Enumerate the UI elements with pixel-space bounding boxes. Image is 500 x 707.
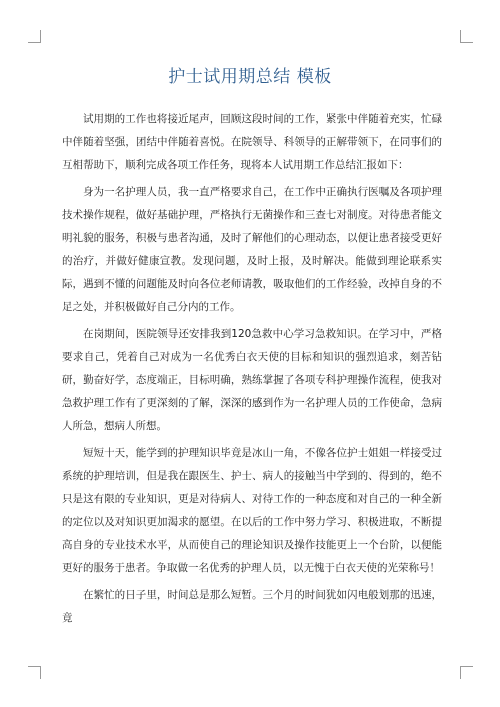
paragraph-closing: 在繁忙的日子里，时间总是那么短暂。三个月的时间犹如闪电般划那的迅速，竟	[62, 589, 442, 624]
paragraph-reflection: 短短十天，能学到的护理知识毕竟是冰山一角，不像各位护士姐姐一样接受过系统的护理培训，但是我在跟医生、护士、病人的接触当中学到的、得到的，绝不只是这有限的专业知识，更是对待病人、对待工作的一种态度和对自己的一种全新的定位以及对知识更加渴求的愿望。在以后的工作中努力学习、积极进取，不断提高自身的专业技术水平，从而使自己的理论知识及操作技能更上一个台阶，以便能更好的服务于患者。争取做一名优秀的护理人员，以无愧于白衣天使的光荣称号！	[62, 447, 442, 574]
document-title: 护士试用期总结 模板	[168, 67, 332, 87]
paragraph-emergency-training: 在岗期间，医院领导还安排我到120急救中心学习急救知识。在学习中，严格要求自己，凭着自己对成为一名优秀白衣天使的目标和知识的强烈追求，刻苦钻研，勤奋好学，态度端正，目标明确，熟练掌握了各项专科护理操作流程，使我对急救护理工作有了更深刻的了解，深深的感到作为一名护理人员的工作使命，急病人所急，想病人所想。	[62, 328, 442, 432]
crop-mark-bottom-right	[460, 666, 473, 679]
paragraph-intro: 试用期的工作也将接近尾声，回顾这段时间的工作，紧张中伴随着充实，忙碌中伴随着坚强，团结中伴随着喜悦。在院领导、科领导的正解带领下，在同事们的互相帮助下，顺利完成各项工作任务，现将本人试用期工作总结汇报如下：	[62, 113, 442, 171]
document-body	[62, 108, 442, 634]
paragraph-nursing-duties: 身为一名护理人员，我一直严格要求自己，在工作中正确执行医嘱及各项护理技术操作规程，做好基础护理，严格执行无菌操作和三查七对制度。对待患者能文明礼貌的服务，积极与患者沟通，及时了解他们的心理动态，以便让患者接受更好的治疗，并做好健康宣教。发现问题，及时上报，及时解决。能做到理论联系实际，遇到不懂的问题能及时向各位老师请教，吸取他们的工作经验，改掉自身的不足之处，并积极做好自己分内的工作。	[62, 186, 442, 313]
crop-mark-top-right	[460, 30, 473, 43]
crop-mark-top-left	[28, 30, 41, 43]
crop-mark-bottom-left	[28, 666, 41, 679]
